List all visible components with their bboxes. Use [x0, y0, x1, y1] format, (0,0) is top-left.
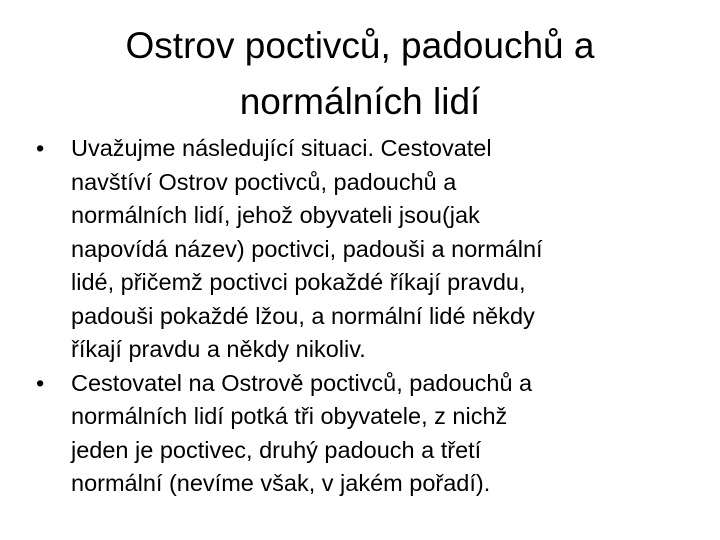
title-line: Ostrov poctivců, padouchů a	[125, 25, 595, 66]
bullet-line: normálních lidí potká tři obyvatele, z nichž	[71, 403, 508, 429]
bullet-line: padouši pokaždé lžou, a normální lidé někdy	[71, 302, 535, 329]
bullet-line: Uvažujme následující situaci. Cestovatel	[71, 135, 492, 161]
bullet-line: normální (nevíme však, v jakém pořadí).	[71, 470, 491, 496]
bullet-line: lidé, přičemž poctivci pokaždé říkají pravdu,	[71, 269, 526, 295]
bullet-list	[30, 132, 680, 501]
bullet-line: říkají pravdu a někdy nikoliv.	[71, 336, 366, 362]
slide-title	[60, 18, 660, 130]
bullet-line: jeden je poctivec, druhý padouch a třetí	[71, 436, 482, 463]
bullet-line: Cestovatel na Ostrově poctivců, padouchů a	[71, 369, 533, 396]
bullet-dot-icon: •	[36, 135, 45, 161]
bullet-line: napovídá název) poctivci, padouši a normální	[71, 235, 543, 262]
bullet-line: normálních lidí, jehož obyvateli jsou(jak	[71, 202, 480, 228]
title-line: normálních lidí	[239, 81, 481, 122]
bullet-item	[30, 132, 680, 367]
bullet-line: navštíví Ostrov poctivců, padouchů a	[71, 168, 457, 195]
bullet-item	[30, 367, 680, 501]
bullet-dot-icon: •	[36, 369, 45, 396]
